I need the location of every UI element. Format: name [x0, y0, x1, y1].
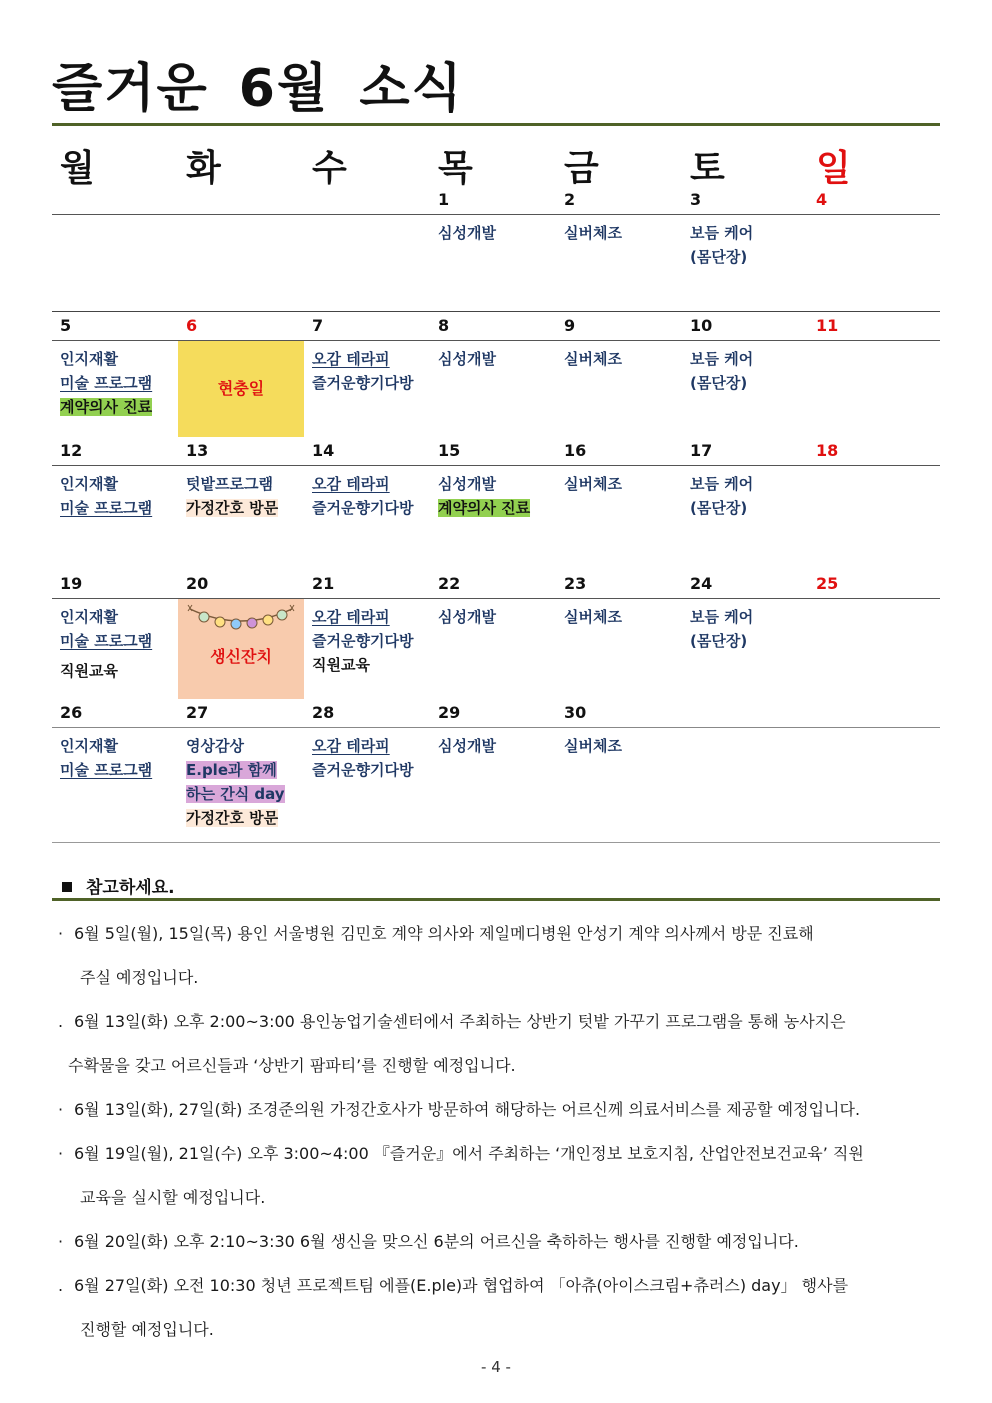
date-label-holiday: 6: [186, 316, 198, 335]
event-text: 즐거운향기다방: [312, 632, 414, 650]
calendar-week-1: [52, 186, 940, 312]
day-cell: [178, 466, 304, 526]
weekday-header: [52, 130, 940, 189]
date-label: 30: [564, 703, 587, 722]
event-text: 미술 프로그램: [60, 499, 153, 517]
day-cell: [52, 341, 178, 425]
day-cell: [556, 728, 682, 764]
date-label: 28: [312, 703, 335, 722]
day-cell: [430, 341, 556, 377]
day-cell: [682, 466, 808, 526]
date-label: 5: [60, 316, 72, 335]
event-text: 심성개발: [438, 608, 496, 626]
event-text: 인지재활: [60, 475, 118, 493]
day-cell: [430, 215, 556, 251]
event-text: 심성개발: [438, 475, 496, 493]
day-cell: [556, 599, 682, 635]
event-text: (몸단장): [690, 374, 748, 392]
highlight-eple-snack: 하는 간식 day: [186, 785, 285, 803]
weekday-fri: 금: [564, 148, 599, 189]
note-bullet: ·: [58, 1100, 64, 1119]
date-label: 3: [690, 190, 702, 209]
date-label: 29: [438, 703, 461, 722]
date-label: 9: [564, 316, 576, 335]
date-label: 22: [438, 574, 461, 593]
date-label: 23: [564, 574, 587, 593]
day-cell: [304, 599, 430, 683]
day-cell: [682, 215, 808, 275]
event-text: 미술 프로그램: [60, 374, 153, 392]
day-cell: [304, 728, 430, 788]
calendar: [52, 130, 940, 838]
event-text: 심성개발: [438, 737, 496, 755]
note-bullet: ·: [58, 924, 64, 943]
birthday-label: 생신잔치: [210, 647, 272, 666]
calendar-week-2: [52, 312, 940, 437]
event-text: 직원교육: [312, 656, 370, 674]
date-label: 17: [690, 441, 713, 460]
date-label: 1: [438, 190, 450, 209]
event-text: 실버체조: [564, 224, 622, 242]
date-row: [52, 570, 940, 598]
day-cell: [52, 466, 178, 526]
note-item: [58, 1000, 928, 1088]
note-line: 진행할 예정입니다.: [80, 1320, 214, 1339]
date-label: 8: [438, 316, 450, 335]
date-label: 12: [60, 441, 83, 460]
day-cell: [682, 341, 808, 401]
note-line: 6월 13일(화), 27일(화) 조경준의원 가정간호사가 방문하여 해당하는 어르신께 의료서비스를 제공할 예정입니다.: [74, 1100, 861, 1119]
highlight-eple-snack: E.ple과 함께: [186, 761, 277, 779]
day-cell: [430, 466, 556, 526]
event-text: 심성개발: [438, 350, 496, 368]
event-text: 심성개발: [438, 224, 496, 242]
event-text: 미술 프로그램: [60, 761, 153, 779]
note-line: 6월 19일(월), 21일(수) 오후 3:00~4:00 『즐거운』에서 주최하는 ‘개인정보 보호지침, 산업안전보건교육’ 직원: [74, 1144, 864, 1163]
note-bullet: ·: [58, 1232, 64, 1251]
date-label: 24: [690, 574, 713, 593]
day-cell: [52, 599, 178, 689]
weekday-tue: 화: [186, 148, 221, 189]
event-text: 인지재활: [60, 737, 118, 755]
date-label-sunday: 11: [816, 316, 839, 335]
square-bullet-icon: [62, 882, 72, 892]
highlight-home-nursing: 가정간호 방문: [186, 499, 279, 517]
event-text: 실버체조: [564, 608, 622, 626]
note-item: [58, 912, 928, 1000]
note-bullet: ·: [58, 1144, 64, 1163]
note-line: 교육을 실시할 예정입니다.: [80, 1188, 266, 1207]
date-label: 7: [312, 316, 324, 335]
weekday-sat: 토: [690, 148, 725, 189]
birthday-cell: [178, 599, 304, 699]
event-text: 오감 테라피: [312, 475, 390, 493]
date-row: [52, 186, 940, 214]
note-bullet: .: [58, 1012, 64, 1031]
date-label: 14: [312, 441, 335, 460]
date-label: 10: [690, 316, 713, 335]
date-row: [52, 437, 940, 465]
event-text: 직원교육: [60, 662, 118, 680]
event-text: 오감 테라피: [312, 737, 390, 755]
event-text: 미술 프로그램: [60, 632, 153, 650]
date-label-sunday: 4: [816, 190, 828, 209]
highlight-doctor-visit: 계약의사 진료: [438, 499, 531, 517]
event-text: 텃밭프로그램: [186, 475, 273, 493]
date-label: 27: [186, 703, 209, 722]
note-item: [58, 1220, 928, 1264]
day-cell: [178, 728, 304, 836]
date-row: [52, 312, 940, 340]
calendar-bottom-divider: [52, 842, 940, 843]
title-divider: [52, 123, 940, 126]
date-label: 16: [564, 441, 587, 460]
page-number: - 4 -: [481, 1358, 511, 1376]
event-text: 즐거운향기다방: [312, 761, 414, 779]
event-text: 인지재활: [60, 608, 118, 626]
event-text: (몸단장): [690, 632, 748, 650]
day-cell: [556, 341, 682, 377]
event-text: 오감 테라피: [312, 608, 390, 626]
date-label: 26: [60, 703, 83, 722]
weekday-sun: 일: [816, 148, 851, 189]
date-row: [52, 699, 940, 727]
event-text: 보듬 케어: [690, 350, 754, 368]
event-text: (몸단장): [690, 499, 748, 517]
date-label: 15: [438, 441, 461, 460]
holiday-cell: [178, 341, 304, 437]
calendar-week-4: [52, 570, 940, 699]
date-label: 21: [312, 574, 335, 593]
note-bullet: .: [58, 1276, 64, 1295]
event-text: 인지재활: [60, 350, 118, 368]
event-text: 보듬 케어: [690, 475, 754, 493]
note-item: [58, 1132, 928, 1220]
highlight-home-nursing: 가정간호 방문: [186, 809, 279, 827]
notes-heading-text: 참고하세요.: [86, 878, 175, 898]
holiday-label: 현충일: [217, 379, 265, 398]
note-item: [58, 1088, 928, 1132]
weekday-wed: 수: [312, 148, 347, 189]
note-line: 수확물을 갖고 어르신들과 ‘상반기 팜파티’를 진행할 예정입니다.: [68, 1056, 516, 1075]
note-item: [58, 1264, 928, 1352]
notes-heading: [62, 873, 175, 898]
notes-list: [58, 912, 928, 1352]
day-cell: [556, 215, 682, 251]
calendar-week-3: [52, 437, 940, 570]
day-cell: [556, 466, 682, 502]
note-line: 6월 20일(화) 오후 2:10~3:30 6월 생신을 맞으신 6분의 어르신을 축하하는 행사를 진행할 예정입니다.: [74, 1232, 799, 1251]
event-text: 보듬 케어: [690, 608, 754, 626]
note-line: 6월 13일(화) 오후 2:00~3:00 용인농업기술센터에서 주최하는 상반기 텃밭 가꾸기 프로그램을 통해 농사지은: [74, 1012, 846, 1031]
event-text: (몸단장): [690, 248, 748, 266]
date-label: 2: [564, 190, 576, 209]
note-line: 주실 예정입니다.: [80, 968, 199, 987]
event-text: 실버체조: [564, 737, 622, 755]
event-text: 즐거운향기다방: [312, 374, 414, 392]
notes-divider: [52, 898, 940, 901]
calendar-week-5: [52, 699, 940, 838]
date-label: 13: [186, 441, 209, 460]
date-label-sunday: 18: [816, 441, 839, 460]
day-cell: [682, 599, 808, 659]
date-label: 19: [60, 574, 83, 593]
event-text: 오감 테라피: [312, 350, 390, 368]
weekday-mon: 월: [60, 148, 95, 189]
day-cell: [430, 728, 556, 764]
event-text: 영상감상: [186, 737, 244, 755]
highlight-doctor-visit: 계약의사 진료: [60, 398, 153, 416]
event-text: 보듬 케어: [690, 224, 754, 242]
page-title: 즐거운 6월 소식: [52, 59, 464, 119]
event-text: 실버체조: [564, 350, 622, 368]
day-cell: [430, 599, 556, 635]
weekday-thu: 목: [438, 148, 473, 189]
note-line: 6월 27일(화) 오전 10:30 청년 프로젝트팀 에플(E.ple)과 협업하여 「아츄(아이스크림+츄러스) day」 행사를: [74, 1276, 849, 1295]
date-label: 20: [186, 574, 209, 593]
event-text: 실버체조: [564, 475, 622, 493]
event-text: 즐거운향기다방: [312, 499, 414, 517]
day-cell: [52, 728, 178, 788]
garland-icon: [186, 603, 296, 637]
day-cell: [304, 466, 430, 526]
day-cell: [304, 341, 430, 401]
note-line: 6월 5일(월), 15일(목) 용인 서울병원 김민호 계약 의사와 제일메디병원 안성기 계약 의사께서 방문 진료해: [74, 924, 814, 943]
date-label-sunday: 25: [816, 574, 839, 593]
